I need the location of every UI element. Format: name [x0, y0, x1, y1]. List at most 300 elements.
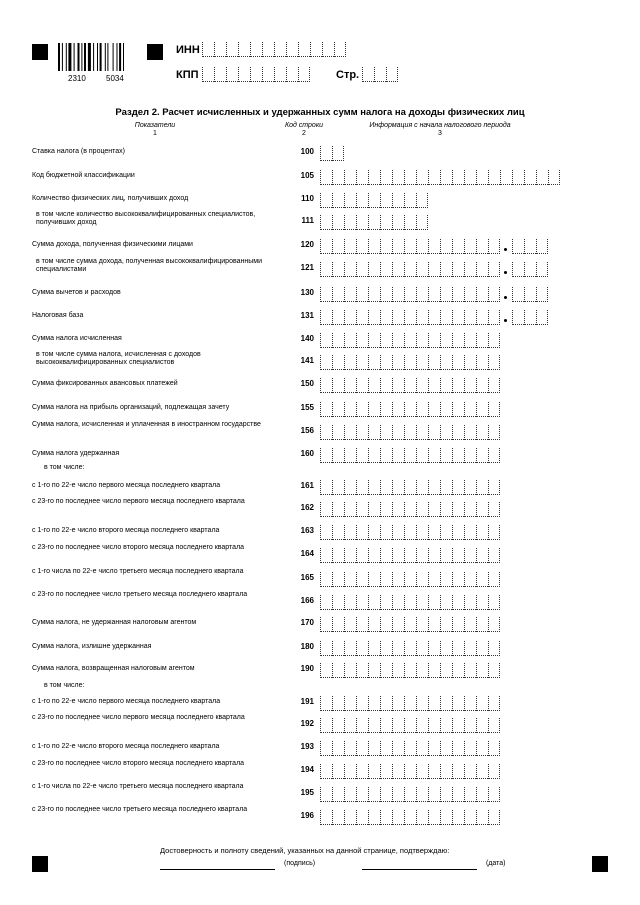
input-cell[interactable]	[452, 718, 464, 733]
input-cell[interactable]	[428, 764, 440, 779]
input-cell[interactable]	[476, 448, 488, 463]
input-cell[interactable]	[332, 595, 344, 610]
input-cell[interactable]	[416, 718, 428, 733]
input-cell[interactable]	[332, 764, 344, 779]
input-cell[interactable]	[488, 480, 500, 495]
input-cell[interactable]	[476, 810, 488, 825]
input-cell[interactable]	[404, 572, 416, 587]
input-cell[interactable]	[464, 617, 476, 632]
input-cell[interactable]	[368, 617, 380, 632]
input-cell[interactable]	[344, 525, 356, 540]
input-cell[interactable]	[440, 448, 452, 463]
input-cell[interactable]	[368, 696, 380, 711]
input-cell[interactable]	[344, 787, 356, 802]
input-cell[interactable]	[512, 310, 524, 325]
input-cell[interactable]	[320, 617, 332, 632]
input-cell[interactable]	[214, 42, 226, 57]
input-cell[interactable]	[404, 378, 416, 393]
value-field-180[interactable]	[320, 641, 500, 656]
input-cell[interactable]	[344, 741, 356, 756]
input-cell[interactable]	[488, 787, 500, 802]
input-cell[interactable]	[476, 502, 488, 517]
input-cell[interactable]	[476, 718, 488, 733]
input-cell[interactable]	[332, 355, 344, 370]
input-cell[interactable]	[452, 239, 464, 254]
input-cell[interactable]	[380, 810, 392, 825]
input-cell[interactable]	[368, 641, 380, 656]
input-cell[interactable]	[476, 287, 488, 302]
value-field-150[interactable]	[320, 378, 500, 393]
value-field-131[interactable]	[320, 310, 500, 325]
input-cell[interactable]	[440, 262, 452, 277]
input-cell[interactable]	[464, 572, 476, 587]
value-field-190[interactable]	[320, 663, 500, 678]
input-cell[interactable]	[380, 287, 392, 302]
input-cell[interactable]	[368, 810, 380, 825]
input-cell[interactable]	[488, 595, 500, 610]
input-cell[interactable]	[368, 262, 380, 277]
input-cell[interactable]	[368, 718, 380, 733]
input-cell[interactable]	[356, 448, 368, 463]
input-cell[interactable]	[476, 333, 488, 348]
input-cell[interactable]	[332, 617, 344, 632]
input-cell[interactable]	[512, 239, 524, 254]
value-field-110[interactable]	[320, 193, 428, 208]
input-cell[interactable]	[332, 663, 344, 678]
value-field-196[interactable]	[320, 810, 500, 825]
input-cell[interactable]	[524, 170, 536, 185]
input-cell[interactable]	[392, 402, 404, 417]
input-cell[interactable]	[452, 741, 464, 756]
input-cell[interactable]	[464, 741, 476, 756]
input-cell[interactable]	[428, 170, 440, 185]
input-cell[interactable]	[416, 663, 428, 678]
input-cell[interactable]	[356, 333, 368, 348]
input-cell[interactable]	[368, 193, 380, 208]
input-cell[interactable]	[464, 502, 476, 517]
input-cell[interactable]	[332, 239, 344, 254]
input-cell[interactable]	[416, 810, 428, 825]
input-cell[interactable]	[476, 548, 488, 563]
input-cell[interactable]	[452, 448, 464, 463]
input-cell[interactable]	[368, 572, 380, 587]
input-cell[interactable]	[368, 525, 380, 540]
input-cell[interactable]	[428, 480, 440, 495]
input-cell[interactable]	[452, 502, 464, 517]
input-cell[interactable]	[488, 355, 500, 370]
input-cell[interactable]	[368, 764, 380, 779]
input-cell[interactable]	[320, 193, 332, 208]
input-cell[interactable]	[392, 525, 404, 540]
input-cell[interactable]	[310, 42, 322, 57]
input-cell[interactable]	[368, 402, 380, 417]
input-cell[interactable]	[344, 548, 356, 563]
input-cell[interactable]	[464, 480, 476, 495]
input-cell[interactable]	[452, 617, 464, 632]
input-cell[interactable]	[428, 402, 440, 417]
input-cell[interactable]	[416, 448, 428, 463]
input-cell[interactable]	[440, 310, 452, 325]
input-cell[interactable]	[500, 170, 512, 185]
input-cell[interactable]	[344, 810, 356, 825]
input-cell[interactable]	[404, 402, 416, 417]
input-cell[interactable]	[464, 262, 476, 277]
input-cell[interactable]	[344, 641, 356, 656]
input-cell[interactable]	[356, 718, 368, 733]
input-cell[interactable]	[356, 480, 368, 495]
input-cell[interactable]	[416, 525, 428, 540]
input-cell[interactable]	[392, 548, 404, 563]
input-cell[interactable]	[464, 764, 476, 779]
input-cell[interactable]	[428, 641, 440, 656]
input-cell[interactable]	[416, 741, 428, 756]
input-cell[interactable]	[380, 480, 392, 495]
input-cell[interactable]	[320, 355, 332, 370]
input-cell[interactable]	[368, 215, 380, 230]
input-cell[interactable]	[226, 42, 238, 57]
input-cell[interactable]	[476, 787, 488, 802]
input-cell[interactable]	[488, 170, 500, 185]
input-cell[interactable]	[392, 663, 404, 678]
input-cell[interactable]	[404, 448, 416, 463]
input-cell[interactable]	[356, 502, 368, 517]
input-cell[interactable]	[332, 787, 344, 802]
input-cell[interactable]	[380, 448, 392, 463]
input-cell[interactable]	[428, 239, 440, 254]
value-field-161[interactable]	[320, 480, 500, 495]
input-cell[interactable]	[320, 146, 332, 161]
input-cell[interactable]	[392, 355, 404, 370]
input-cell[interactable]	[356, 525, 368, 540]
input-cell[interactable]	[380, 378, 392, 393]
input-cell[interactable]	[428, 787, 440, 802]
value-field-155[interactable]	[320, 402, 500, 417]
input-cell[interactable]	[476, 741, 488, 756]
input-cell[interactable]	[320, 402, 332, 417]
input-cell[interactable]	[536, 239, 548, 254]
input-cell[interactable]	[380, 696, 392, 711]
input-cell[interactable]	[356, 641, 368, 656]
input-cell[interactable]	[380, 718, 392, 733]
input-cell[interactable]	[524, 262, 536, 277]
input-cell[interactable]	[464, 525, 476, 540]
input-cell[interactable]	[392, 310, 404, 325]
input-cell[interactable]	[440, 402, 452, 417]
input-cell[interactable]	[464, 287, 476, 302]
input-cell[interactable]	[332, 193, 344, 208]
input-cell[interactable]	[440, 425, 452, 440]
input-cell[interactable]	[332, 572, 344, 587]
input-cell[interactable]	[344, 170, 356, 185]
input-cell[interactable]	[368, 333, 380, 348]
input-cell[interactable]	[332, 215, 344, 230]
input-cell[interactable]	[428, 617, 440, 632]
input-cell[interactable]	[416, 641, 428, 656]
input-cell[interactable]	[512, 262, 524, 277]
input-cell[interactable]	[332, 262, 344, 277]
input-cell[interactable]	[452, 810, 464, 825]
input-cell[interactable]	[404, 718, 416, 733]
input-cell[interactable]	[476, 170, 488, 185]
input-cell[interactable]	[428, 548, 440, 563]
input-cell[interactable]	[464, 718, 476, 733]
value-field-193[interactable]	[320, 741, 500, 756]
value-field-194[interactable]	[320, 764, 500, 779]
input-cell[interactable]	[428, 718, 440, 733]
input-cell[interactable]	[476, 355, 488, 370]
input-cell[interactable]	[320, 641, 332, 656]
input-cell[interactable]	[356, 425, 368, 440]
input-cell[interactable]	[332, 146, 344, 161]
input-cell[interactable]	[332, 696, 344, 711]
input-cell[interactable]	[386, 67, 398, 82]
input-cell[interactable]	[320, 663, 332, 678]
input-cell[interactable]	[250, 42, 262, 57]
input-cell[interactable]	[488, 333, 500, 348]
input-cell[interactable]	[374, 67, 386, 82]
input-cell[interactable]	[440, 170, 452, 185]
input-cell[interactable]	[356, 572, 368, 587]
input-cell[interactable]	[488, 378, 500, 393]
input-cell[interactable]	[488, 696, 500, 711]
input-cell[interactable]	[344, 764, 356, 779]
input-cell[interactable]	[226, 67, 238, 82]
input-cell[interactable]	[356, 741, 368, 756]
input-cell[interactable]	[452, 764, 464, 779]
input-cell[interactable]	[362, 67, 374, 82]
input-cell[interactable]	[332, 378, 344, 393]
input-cell[interactable]	[238, 67, 250, 82]
input-cell[interactable]	[452, 333, 464, 348]
input-cell[interactable]	[440, 764, 452, 779]
input-cell[interactable]	[380, 787, 392, 802]
input-cell[interactable]	[452, 287, 464, 302]
input-cell[interactable]	[332, 480, 344, 495]
input-cell[interactable]	[380, 525, 392, 540]
value-field-192[interactable]	[320, 718, 500, 733]
input-cell[interactable]	[428, 741, 440, 756]
input-cell[interactable]	[404, 170, 416, 185]
input-cell[interactable]	[416, 572, 428, 587]
input-cell[interactable]	[404, 215, 416, 230]
input-cell[interactable]	[380, 333, 392, 348]
input-cell[interactable]	[202, 67, 214, 82]
input-cell[interactable]	[356, 696, 368, 711]
input-cell[interactable]	[368, 355, 380, 370]
value-field-160[interactable]	[320, 448, 500, 463]
input-cell[interactable]	[476, 525, 488, 540]
input-cell[interactable]	[452, 170, 464, 185]
input-cell[interactable]	[380, 764, 392, 779]
input-cell[interactable]	[404, 548, 416, 563]
input-cell[interactable]	[356, 215, 368, 230]
value-field-100[interactable]	[320, 146, 344, 161]
input-cell[interactable]	[344, 310, 356, 325]
input-cell[interactable]	[428, 663, 440, 678]
input-cell[interactable]	[428, 502, 440, 517]
input-cell[interactable]	[404, 764, 416, 779]
input-cell[interactable]	[476, 425, 488, 440]
input-cell[interactable]	[428, 572, 440, 587]
input-cell[interactable]	[368, 548, 380, 563]
input-cell[interactable]	[334, 42, 346, 57]
input-cell[interactable]	[380, 425, 392, 440]
input-cell[interactable]	[322, 42, 334, 57]
input-cell[interactable]	[476, 641, 488, 656]
page-number-field[interactable]	[362, 67, 398, 82]
inn-field[interactable]	[202, 42, 346, 57]
input-cell[interactable]	[392, 787, 404, 802]
input-cell[interactable]	[344, 480, 356, 495]
input-cell[interactable]	[392, 764, 404, 779]
input-cell[interactable]	[344, 718, 356, 733]
input-cell[interactable]	[262, 42, 274, 57]
input-cell[interactable]	[392, 595, 404, 610]
input-cell[interactable]	[332, 525, 344, 540]
input-cell[interactable]	[536, 287, 548, 302]
value-field-120-fraction[interactable]	[512, 239, 548, 254]
input-cell[interactable]	[464, 355, 476, 370]
input-cell[interactable]	[380, 239, 392, 254]
input-cell[interactable]	[332, 718, 344, 733]
input-cell[interactable]	[416, 617, 428, 632]
input-cell[interactable]	[368, 448, 380, 463]
input-cell[interactable]	[404, 355, 416, 370]
input-cell[interactable]	[440, 548, 452, 563]
input-cell[interactable]	[464, 402, 476, 417]
input-cell[interactable]	[488, 718, 500, 733]
input-cell[interactable]	[380, 572, 392, 587]
input-cell[interactable]	[476, 378, 488, 393]
input-cell[interactable]	[320, 262, 332, 277]
input-cell[interactable]	[320, 215, 332, 230]
value-field-170[interactable]	[320, 617, 500, 632]
value-field-141[interactable]	[320, 355, 500, 370]
input-cell[interactable]	[416, 502, 428, 517]
input-cell[interactable]	[332, 741, 344, 756]
input-cell[interactable]	[452, 480, 464, 495]
input-cell[interactable]	[488, 402, 500, 417]
input-cell[interactable]	[440, 595, 452, 610]
input-cell[interactable]	[464, 787, 476, 802]
input-cell[interactable]	[416, 310, 428, 325]
input-cell[interactable]	[404, 310, 416, 325]
input-cell[interactable]	[392, 572, 404, 587]
input-cell[interactable]	[320, 287, 332, 302]
input-cell[interactable]	[464, 333, 476, 348]
input-cell[interactable]	[452, 525, 464, 540]
input-cell[interactable]	[464, 810, 476, 825]
input-cell[interactable]	[476, 572, 488, 587]
input-cell[interactable]	[440, 810, 452, 825]
input-cell[interactable]	[428, 595, 440, 610]
input-cell[interactable]	[344, 696, 356, 711]
input-cell[interactable]	[464, 378, 476, 393]
input-cell[interactable]	[416, 548, 428, 563]
input-cell[interactable]	[416, 262, 428, 277]
input-cell[interactable]	[368, 170, 380, 185]
input-cell[interactable]	[320, 696, 332, 711]
input-cell[interactable]	[452, 425, 464, 440]
input-cell[interactable]	[356, 548, 368, 563]
input-cell[interactable]	[464, 696, 476, 711]
input-cell[interactable]	[464, 239, 476, 254]
input-cell[interactable]	[344, 663, 356, 678]
input-cell[interactable]	[344, 378, 356, 393]
input-cell[interactable]	[452, 787, 464, 802]
input-cell[interactable]	[320, 787, 332, 802]
input-cell[interactable]	[440, 502, 452, 517]
input-cell[interactable]	[344, 287, 356, 302]
input-cell[interactable]	[440, 741, 452, 756]
input-cell[interactable]	[524, 287, 536, 302]
input-cell[interactable]	[416, 696, 428, 711]
input-cell[interactable]	[464, 448, 476, 463]
input-cell[interactable]	[380, 262, 392, 277]
date-line[interactable]	[362, 869, 477, 870]
input-cell[interactable]	[298, 67, 310, 82]
input-cell[interactable]	[286, 42, 298, 57]
signature-line[interactable]	[160, 869, 275, 870]
input-cell[interactable]	[320, 480, 332, 495]
input-cell[interactable]	[344, 595, 356, 610]
input-cell[interactable]	[380, 595, 392, 610]
input-cell[interactable]	[392, 741, 404, 756]
input-cell[interactable]	[380, 170, 392, 185]
input-cell[interactable]	[416, 333, 428, 348]
input-cell[interactable]	[392, 239, 404, 254]
input-cell[interactable]	[356, 787, 368, 802]
input-cell[interactable]	[392, 810, 404, 825]
input-cell[interactable]	[488, 617, 500, 632]
input-cell[interactable]	[368, 287, 380, 302]
input-cell[interactable]	[404, 287, 416, 302]
input-cell[interactable]	[416, 378, 428, 393]
input-cell[interactable]	[428, 810, 440, 825]
input-cell[interactable]	[428, 262, 440, 277]
input-cell[interactable]	[392, 193, 404, 208]
input-cell[interactable]	[488, 663, 500, 678]
input-cell[interactable]	[344, 239, 356, 254]
input-cell[interactable]	[320, 810, 332, 825]
value-field-195[interactable]	[320, 787, 500, 802]
input-cell[interactable]	[464, 641, 476, 656]
input-cell[interactable]	[440, 239, 452, 254]
input-cell[interactable]	[286, 67, 298, 82]
input-cell[interactable]	[214, 67, 226, 82]
input-cell[interactable]	[416, 402, 428, 417]
input-cell[interactable]	[440, 641, 452, 656]
input-cell[interactable]	[344, 402, 356, 417]
input-cell[interactable]	[476, 617, 488, 632]
input-cell[interactable]	[332, 548, 344, 563]
input-cell[interactable]	[428, 696, 440, 711]
value-field-164[interactable]	[320, 548, 500, 563]
input-cell[interactable]	[404, 480, 416, 495]
input-cell[interactable]	[332, 402, 344, 417]
input-cell[interactable]	[392, 215, 404, 230]
input-cell[interactable]	[488, 287, 500, 302]
input-cell[interactable]	[344, 502, 356, 517]
input-cell[interactable]	[476, 239, 488, 254]
value-field-121[interactable]	[320, 262, 500, 277]
input-cell[interactable]	[524, 239, 536, 254]
input-cell[interactable]	[320, 310, 332, 325]
input-cell[interactable]	[476, 663, 488, 678]
input-cell[interactable]	[392, 448, 404, 463]
input-cell[interactable]	[428, 425, 440, 440]
input-cell[interactable]	[344, 448, 356, 463]
